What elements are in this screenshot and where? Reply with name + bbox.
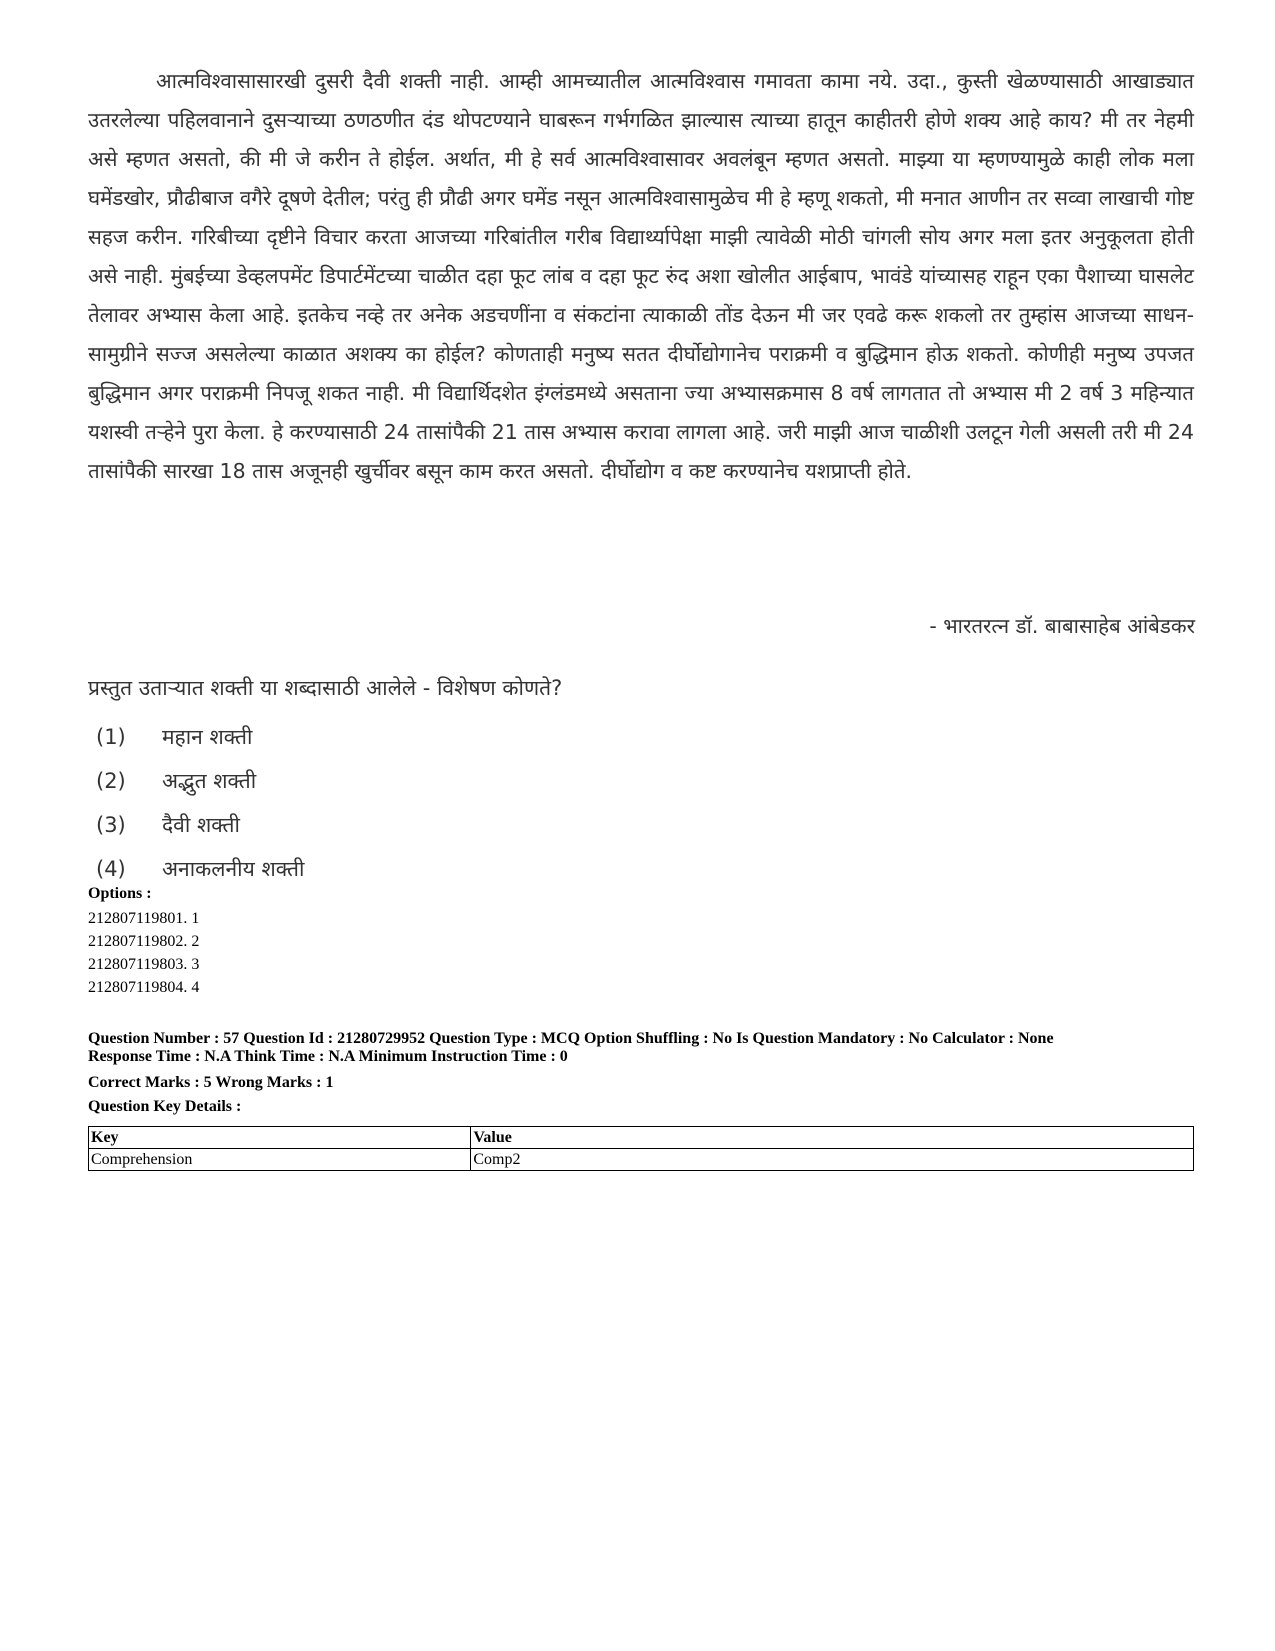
passage-text: आत्मविश्वासासारखी दुसरी दैवी शक्ती नाही. आम्ही आमच्यातील आत्मविश्वास गमावता कामा नये. उदा., कुस्ती खेळण्यासाठी आखाड्यात उतरलेल्या पहिलवानाने दुसऱ्याच्या ठणठणीत दंड थोपटण्याने घाबरून गर्भगळित झाल्यास त्याच्या हातून काहीतरी होणे शक्य आहे काय? मी तर नेहमी असे म्हणत असतो, की मी जे करीन ते होईल. अर्थात, मी हे सर्व आत्मविश्वासावर अवलंबून म्हणत असतो. माझ्या या म्हणण्यामुळे काही लोक मला घमेंडखोर, प्रौढीबाज वगैरे दूषणे देतील; परंतु ही प्रौढी अगर घमेंड नसून आत्मविश्वासामुळेच मी हे म्हणू शकतो, मी मनात आणीन तर सव्वा लाखाची गोष्ट सहज करीन. गरिबीच्या दृष्टीने विचार करता आजच्या गरिबांतील गरीब विद्यार्थ्यापेक्षा माझी त्यावेळी मोठी चांगली सोय अगर मला इतर अनुकूलता होती असे नाही. मुंबईच्या डेव्हलपमेंट डिपार्टमेंटच्या चाळीत दहा फूट लांब व दहा फूट रुंद अशा खोलीत आईबाप, भावंडे यांच्यासह राहून एका पैशाच्या घासलेट तेलावर अभ्यास केला आहे. इतकेच नव्हे तर अनेक अडचणींना व संकटांना त्याकाळी तोंड देऊन मी जर एवढे करू शकलो तर तुम्हांस आजच्या साधन-सामुग्रीने सज्ज असलेल्या काळात अशक्य का होईल? कोणताही मनुष्य सतत दीर्घोद्योगानेच पराक्रमी व बुद्धिमान होऊ शकतो. कोणीही मनुष्य उपजत बुद्धिमान अगर पराक्रमी निपजू शकत नाही. मी विद्यार्थिदशेत इंग्लंडमध्ये असताना ज्या अभ्यासक्रमास 8 वर्ष लागतात तो अभ्यास मी 2 वर्ष 3 महिन्यात यशस्वी तऱ्हेने पुरा केला. हे करण्यासाठी 24 तासांपैकी 21 तास अभ्यास करावा लागला आहे. जरी माझी आज चाळीशी उलटून गेली असली तरी मी 24 तासांपैकी सारखा 18 तास अजूनही खुर्चीवर बसून काम करत असतो. दीर्घोद्योग व कष्ट करण्यानेच यशप्राप्ती होते.	[88, 69, 1194, 483]
table-header-value: Value	[471, 1127, 1194, 1149]
choice-text: अद्भुत शक्ती	[162, 769, 257, 793]
choice-text: अनाकलनीय शक्ती	[162, 857, 305, 881]
marks-line: Correct Marks : 5 Wrong Marks : 1	[88, 1074, 334, 1091]
question-meta-line1: Question Number : 57 Question Id : 21280729952 Question Type : MCQ Option Shuffling : No Is Question Mandatory : No Calculator : None	[88, 1030, 1054, 1047]
choice-item	[96, 803, 304, 847]
choice-number: (1)	[96, 725, 126, 749]
choice-text: दैवी शक्ती	[162, 813, 240, 837]
table-row	[89, 1149, 1194, 1171]
option-id-item: 212807119804. 4	[88, 979, 200, 996]
question-meta-line2: Response Time : N.A Think Time : N.A Minimum Instruction Time : 0	[88, 1048, 568, 1065]
choice-item	[96, 715, 304, 759]
choice-list	[96, 715, 304, 891]
table-header-key: Key	[89, 1127, 471, 1149]
choice-number: (2)	[96, 769, 126, 793]
passage-author: - भारतरत्न डॉ. बाबासाहेब आंबेडकर	[929, 614, 1195, 638]
choice-number: (4)	[96, 857, 126, 881]
option-id-item: 212807119801. 1	[88, 910, 200, 927]
key-table	[88, 1126, 1194, 1171]
question-text: प्रस्तुत उताऱ्यात शक्ती या शब्दासाठी आलेले - विशेषण कोणते?	[88, 676, 563, 700]
option-id-item: 212807119802. 2	[88, 933, 200, 950]
choice-number: (3)	[96, 813, 126, 837]
options-label: Options :	[88, 885, 152, 902]
option-id-list	[88, 907, 199, 999]
key-details-label: Question Key Details :	[88, 1098, 242, 1115]
option-id-item: 212807119803. 3	[88, 956, 200, 973]
choice-text: महान शक्ती	[162, 725, 253, 749]
table-cell-key: Comprehension	[89, 1149, 471, 1171]
choice-item	[96, 759, 304, 803]
table-header-row	[89, 1127, 1194, 1149]
table-cell-value: Comp2	[471, 1149, 1194, 1171]
